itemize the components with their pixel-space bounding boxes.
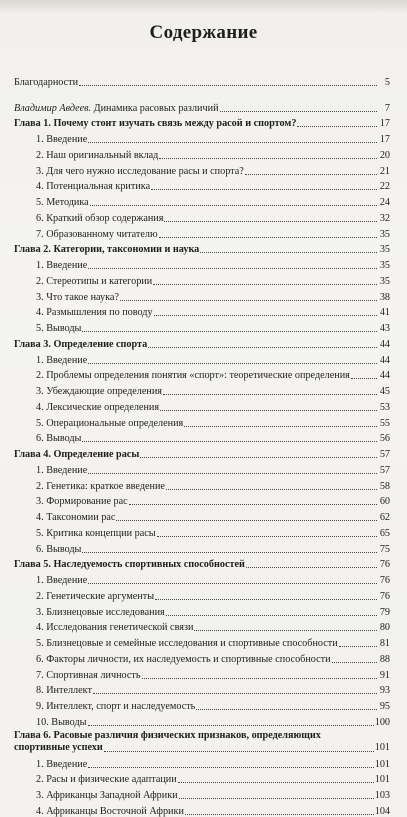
leader-dots xyxy=(142,678,378,679)
toc-page-number: 79 xyxy=(379,606,390,618)
leader-dots xyxy=(116,520,377,521)
toc-page-number: 35 xyxy=(379,260,390,271)
leader-dots xyxy=(129,504,377,505)
leader-dots xyxy=(245,174,377,175)
toc-section xyxy=(14,649,390,665)
leader-dots xyxy=(339,646,377,647)
toc-chapter-6-line1: Глава 6. Расовые различия физических признаков, определяющих xyxy=(14,729,321,741)
toc-entry-text: 3. Африканцы Западной Африки xyxy=(36,790,178,801)
leader-dots xyxy=(153,284,377,285)
toc-section xyxy=(14,287,390,303)
leader-dots xyxy=(166,489,377,490)
toc-author-name: Владимир Авдеев. xyxy=(14,102,92,114)
toc-page-number: 17 xyxy=(379,134,390,145)
toc-section xyxy=(14,696,390,712)
toc-entry-text: Глава 1. Почему стоит изучать связь между расой и спортом? xyxy=(14,118,297,130)
toc-page-number: 58 xyxy=(379,480,390,492)
leader-dots xyxy=(151,189,377,190)
toc-page-number: 76 xyxy=(379,575,390,586)
toc-front-entry xyxy=(14,72,390,88)
toc-chapter-6 xyxy=(14,730,390,754)
toc-page-number: 76 xyxy=(379,559,390,571)
toc-page-number: 44 xyxy=(379,338,390,350)
toc-chapter xyxy=(14,114,390,130)
toc-page-number: 20 xyxy=(379,149,390,161)
toc-section xyxy=(14,570,390,586)
toc-entry-text: 5. Критика концепции расы xyxy=(36,527,156,539)
leader-dots xyxy=(154,315,377,316)
toc-page-number: 21 xyxy=(379,165,390,177)
toc-section xyxy=(14,785,390,801)
toc-chapter xyxy=(14,240,390,256)
toc-page-number: 41 xyxy=(379,307,390,319)
leader-dots xyxy=(220,111,377,112)
leader-dots xyxy=(196,709,377,710)
toc-entry-text: 7. Образованному читателю xyxy=(36,228,158,240)
toc-section xyxy=(14,523,390,539)
toc-entry-text: 4. Африканцы Восточной Африки xyxy=(36,805,184,817)
leader-dots xyxy=(90,205,377,206)
toc-entry-text: 5. Выводы xyxy=(36,323,82,334)
toc-entry-text: 1. Введение xyxy=(36,575,88,586)
leader-dots xyxy=(332,662,377,663)
toc-entry-text: 3. Близнецовые исследования xyxy=(36,606,165,618)
leader-dots xyxy=(351,378,377,379)
toc-entry-text: 2. Расы и физические адаптации xyxy=(36,774,177,786)
toc-section xyxy=(14,618,390,634)
toc-page-number: 44 xyxy=(379,370,390,382)
leader-dots xyxy=(157,536,377,537)
toc-section xyxy=(14,770,390,786)
leader-dots xyxy=(194,630,377,631)
toc-section xyxy=(14,129,390,145)
page-top-edge xyxy=(0,0,407,14)
toc-section xyxy=(14,271,390,287)
toc-entry-text: Глава 2. Категории, таксономии и наука xyxy=(14,244,200,256)
toc-section xyxy=(14,602,390,618)
leader-dots xyxy=(140,457,377,458)
toc-entry-text: 2. Стереотипы и категории xyxy=(36,275,153,287)
leader-dots xyxy=(104,751,374,752)
leader-dots xyxy=(297,126,377,127)
toc-section xyxy=(14,712,390,728)
toc-page-number: 101 xyxy=(374,774,390,786)
toc-page-number: 75 xyxy=(379,543,390,555)
toc-section xyxy=(14,539,390,555)
toc-section xyxy=(14,665,390,681)
toc-page-number: 44 xyxy=(379,354,390,366)
leader-dots xyxy=(178,782,374,783)
toc-page-number: 93 xyxy=(379,685,390,697)
leader-dots xyxy=(88,363,377,364)
leader-dots xyxy=(184,426,377,427)
leader-dots xyxy=(88,268,377,269)
page-title: Содержание xyxy=(149,22,258,43)
toc-entry-text: 1. Введение xyxy=(36,464,88,476)
toc-section xyxy=(14,366,390,382)
toc-page-number: 103 xyxy=(374,790,390,801)
toc-entry-text: 1. Введение xyxy=(36,354,88,366)
leader-dots xyxy=(164,221,377,222)
toc-page-number: 60 xyxy=(379,496,390,508)
toc-page-number: 57 xyxy=(379,449,390,460)
leader-dots xyxy=(88,583,377,584)
toc-entry-text: Глава 3. Определение спорта xyxy=(14,338,148,350)
toc-entry-text: 3. Что такое наука? xyxy=(36,291,119,303)
toc-entry-text: 6. Выводы xyxy=(36,433,82,445)
toc-entry-text: 6. Краткий обзор содержания xyxy=(36,212,164,224)
toc-entry-text: 8. Интеллект xyxy=(36,685,92,697)
toc-chapter-6-line2-row xyxy=(14,742,390,754)
toc-page-number: 62 xyxy=(379,512,390,523)
toc-section xyxy=(14,318,390,334)
leader-dots xyxy=(148,347,377,348)
toc-page-number: 101 xyxy=(374,742,390,754)
toc-section xyxy=(14,460,390,476)
toc-page-number: 35 xyxy=(379,228,390,240)
toc-page-number: 38 xyxy=(379,291,390,303)
leader-dots xyxy=(160,410,377,411)
toc-page-number: 17 xyxy=(379,118,390,130)
toc-entry-text: 4. Размышления по поводу xyxy=(36,307,153,319)
toc-entry-text xyxy=(14,103,219,114)
toc-entry-text: 3. Убеждающие определения xyxy=(36,386,162,397)
toc-page-number: 22 xyxy=(379,181,390,193)
toc-entry-text: 1. Введение xyxy=(36,758,88,770)
toc-page-number: 57 xyxy=(379,464,390,476)
toc-chapter xyxy=(14,334,390,350)
toc-section xyxy=(14,397,390,413)
leader-dots xyxy=(166,615,377,616)
toc-page-number: 7 xyxy=(384,102,390,114)
toc-entry-text: 9. Интеллект, спорт и наследуемость xyxy=(36,701,196,712)
toc-page-number: 80 xyxy=(379,622,390,634)
toc-section xyxy=(14,350,390,366)
leader-dots xyxy=(185,814,374,815)
leader-dots xyxy=(155,599,377,600)
toc-page-number: 53 xyxy=(379,401,390,413)
toc-section xyxy=(14,303,390,319)
leader-dots xyxy=(88,725,374,726)
toc-section xyxy=(14,177,390,193)
toc-entry-text: 6. Выводы xyxy=(36,543,82,555)
toc-page-number: 91 xyxy=(379,669,390,681)
toc-page-number: 43 xyxy=(379,323,390,334)
toc-section xyxy=(14,492,390,508)
toc-section xyxy=(14,161,390,177)
toc-entry-text: 5. Операциональные определения xyxy=(36,417,184,429)
toc-entry-text: Благодарности xyxy=(14,76,79,88)
toc-section xyxy=(14,681,390,697)
toc-entry-text: 1. Введение xyxy=(36,134,88,145)
toc-section xyxy=(14,208,390,224)
leader-dots xyxy=(88,767,373,768)
toc-page-number: 5 xyxy=(384,76,390,88)
toc-section xyxy=(14,145,390,161)
toc-page-number: 88 xyxy=(379,653,390,665)
toc-page-number: 55 xyxy=(379,417,390,429)
toc-entry-text: 1. Введение xyxy=(36,260,88,271)
toc-section xyxy=(14,255,390,271)
toc-entry-text: 5. Близнецовые и семейные исследования и спортивные способности xyxy=(36,638,338,649)
toc-page-number: 35 xyxy=(379,275,390,287)
leader-dots xyxy=(82,331,377,332)
leader-dots xyxy=(120,300,377,301)
leader-dots xyxy=(200,252,377,253)
toc-author-entry xyxy=(14,98,390,114)
toc-page-number: 32 xyxy=(379,212,390,224)
toc-section xyxy=(14,192,390,208)
toc-chapter xyxy=(14,444,390,460)
toc-page-number: 76 xyxy=(379,590,390,602)
leader-dots xyxy=(163,394,377,395)
toc-page-number: 81 xyxy=(379,638,390,649)
leader-dots xyxy=(159,158,377,159)
leader-dots xyxy=(79,85,377,86)
leader-dots xyxy=(82,441,377,442)
toc-entry-text: 2. Генетические аргументы xyxy=(36,590,155,602)
table-of-contents xyxy=(14,72,390,817)
toc-section xyxy=(14,507,390,523)
toc-section xyxy=(14,476,390,492)
toc-entry-text: 4. Таксономии рас xyxy=(36,512,116,523)
toc-section xyxy=(14,413,390,429)
toc-section xyxy=(14,586,390,602)
leader-dots xyxy=(159,237,377,238)
toc-page-number: 24 xyxy=(379,197,390,208)
toc-entry-text: 3. Формирование рас xyxy=(36,496,128,508)
toc-section xyxy=(14,381,390,397)
toc-entry-text: 7. Спортивная личность xyxy=(36,669,141,681)
toc-section xyxy=(14,754,390,770)
toc-entry-text: 4. Исследования генетической связи xyxy=(36,622,194,634)
toc-chapter-6-line2: спортивные успехи xyxy=(14,742,103,754)
toc-entry-text: Глава 5. Наследуемость спортивных способностей xyxy=(14,559,245,571)
toc-page-number: 104 xyxy=(374,805,390,817)
leader-dots xyxy=(246,567,377,568)
toc-entry-text: 2. Генетика: краткое введение xyxy=(36,480,165,492)
leader-dots xyxy=(88,473,377,474)
toc-page-number: 95 xyxy=(379,701,390,712)
toc-entry-text: 2. Проблемы определения понятия «спорт»: теоретические определения xyxy=(36,370,350,382)
toc-page-number: 45 xyxy=(379,386,390,397)
toc-author-title: Динамика расовых различий xyxy=(91,102,219,114)
toc-section xyxy=(14,429,390,445)
leader-dots xyxy=(179,798,374,799)
toc-page-number: 56 xyxy=(379,433,390,445)
leader-dots xyxy=(93,693,377,694)
toc-chapter xyxy=(14,555,390,571)
toc-entry-text: 6. Факторы личности, их наследуемость и спортивные способности xyxy=(36,653,331,665)
toc-section xyxy=(14,633,390,649)
toc-page-number: 65 xyxy=(379,527,390,539)
toc-page-number: 100 xyxy=(374,716,390,728)
toc-entry-text: 4. Лексические определения xyxy=(36,401,160,413)
toc-entry-text: 4. Потенциальная критика xyxy=(36,181,151,193)
leader-dots xyxy=(88,142,377,143)
toc-entry-text: 5. Методика xyxy=(36,197,89,208)
leader-dots xyxy=(82,552,377,553)
toc-entry-text: 3. Для чего нужно исследование расы и спорта? xyxy=(36,165,244,177)
toc-entry-text: 10. Выводы xyxy=(36,716,87,728)
toc-page-number: 101 xyxy=(374,758,390,770)
toc-section xyxy=(14,224,390,240)
toc-entry-text: Глава 4. Определение расы xyxy=(14,449,140,460)
toc-entry-text: 2. Наш оригинальный вклад xyxy=(36,149,159,161)
toc-section xyxy=(14,801,390,817)
toc-page-number: 35 xyxy=(379,244,390,256)
